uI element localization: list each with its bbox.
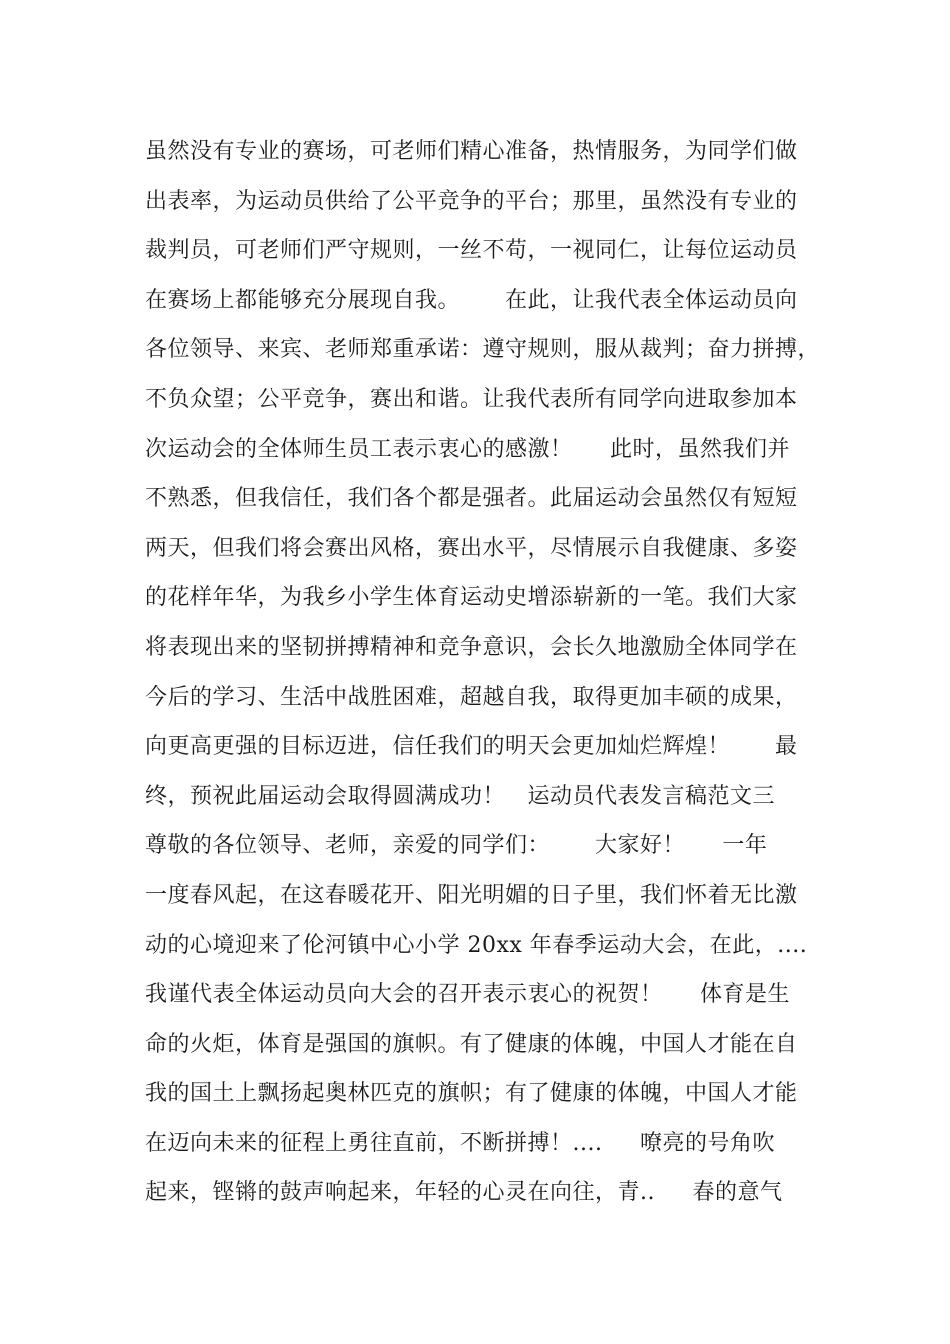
text-line: 我谨代表全体运动员向大会的召开表示衷心的祝贺！ 体育是生	[145, 982, 790, 1008]
text-line: 虽然没有专业的赛场，可老师们精心准备，热情服务，为同学们做	[145, 139, 798, 164]
text-line: 出表率，为运动员供给了公平竞争的平台；那里，虽然没有专业的	[145, 188, 798, 214]
text-line: 两天，但我们将会赛出风格，赛出水平，尽情展示自我健康、多姿	[145, 535, 798, 561]
text-line: 次运动会的全体师生员工表示衷心的感激！ 此时，虽然我们并	[145, 436, 790, 462]
text-line: 我的国土上飘扬起奥林匹克的旗帜；有了健康的体魄，中国人才能	[145, 1081, 798, 1107]
text-line: 终，预祝此届运动会取得圆满成功！ 运动员代表发言稿范文三	[145, 783, 775, 809]
text-line: 尊敬的各位领导、老师，亲爱的同学们： 大家好！ 一年	[145, 833, 768, 859]
text-line: 起来，铿锵的鼓声响起来，年轻的心灵在向往，青.. 春的意气	[145, 1180, 783, 1206]
text-line: 向更高更强的目标迈进，信任我们的明天会更加灿烂辉煌！ 最	[145, 734, 798, 760]
body-text	[145, 132, 845, 1223]
text-line: 裁判员，可老师们严守规则，一丝不苟，一视同仁，让每位运动员	[145, 238, 798, 264]
text-line: 的花样年华，为我乡小学生体育运动史增添崭新的一笔。我们大家	[145, 585, 798, 611]
text-line: 在迈向未来的征程上勇往直前，不断拼搏！.... 嘹亮的号角吹	[145, 1130, 775, 1156]
text-line: 命的火炬，体育是强国的旗帜。有了健康的体魄，中国人才能在自	[145, 1031, 798, 1057]
text-line: 在赛场上都能够充分展现自我。 在此，让我代表全体运动员向	[145, 287, 798, 313]
text-line: 今后的学习、生活中战胜困难，超越自我，取得更加丰硕的成果，	[145, 684, 798, 710]
text-line: 动的心境迎来了伦河镇中心小学 20xx 年春季运动大会，在此，....	[145, 932, 808, 958]
text-line: 一度春风起，在这春暖花开、阳光明媚的日子里，我们怀着无比激	[145, 882, 798, 908]
text-line: 各位领导、来宾、老师郑重承诺：遵守规则，服从裁判；奋力拼搏，	[145, 337, 821, 363]
text-line: 不熟悉，但我信任，我们各个都是强者。此届运动会虽然仅有短短	[145, 486, 798, 512]
text-line: 将表现出来的坚韧拼搏精神和竞争意识，会长久地激励全体同学在	[145, 634, 798, 660]
text-line: 不负众望；公平竞争，赛出和谐。让我代表所有同学向进取参加本	[145, 386, 798, 412]
